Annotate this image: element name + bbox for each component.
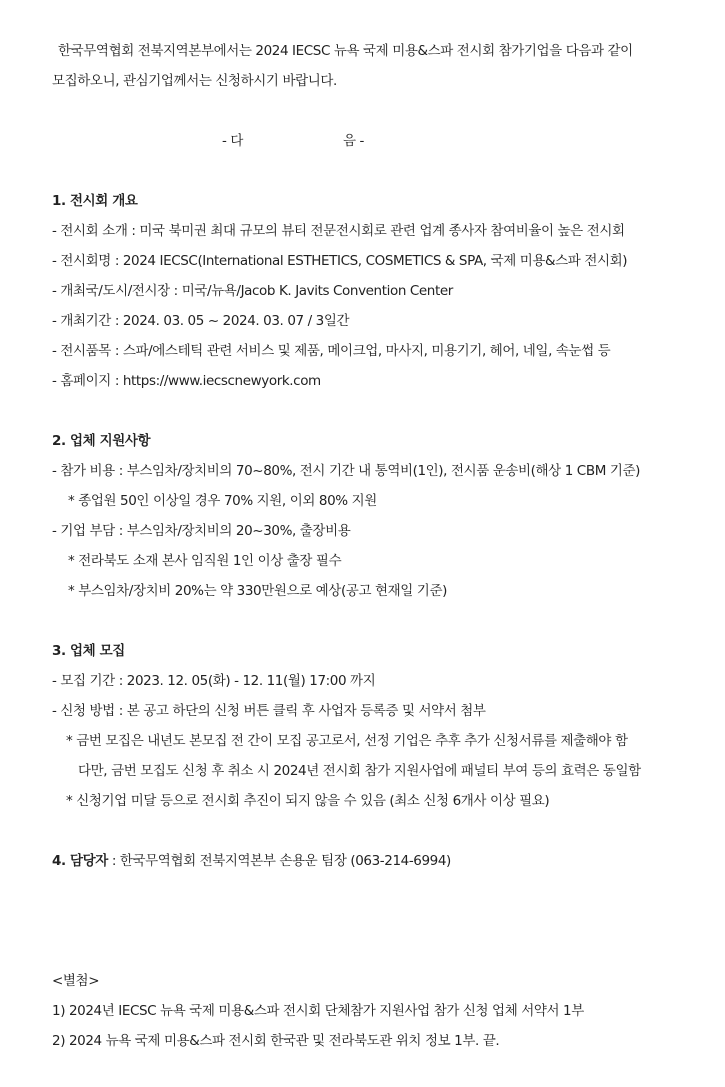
section-1-heading: 1. 전시회 개요 — [52, 193, 138, 209]
section-1-item-homepage: - 홈페이지 : https://www.iecscnewyork.com — [52, 373, 321, 389]
section-2-note-travel: * 전라북도 소재 본사 임직원 1인 이상 출장 필수 — [68, 553, 342, 569]
divider-left: - 다 — [222, 133, 244, 149]
section-1-item-intro: - 전시회 소개 : 미국 북미권 최대 규모의 뷰티 전문전시회로 관련 업계 종사자 참여비율이 높은 전시회 — [52, 223, 625, 239]
intro-line-1: 한국무역협회 전북지역본부에서는 2024 IECSC 뉴욕 국제 미용&스파 전시회 참가기업을 다음과 같이 — [58, 43, 633, 59]
section-1-item-venue: - 개최국/도시/전시장 : 미국/뉴욕/Jacob K. Javits Convention Center — [52, 283, 453, 299]
section-2-heading: 2. 업체 지원사항 — [52, 433, 151, 449]
section-3-note-interim: * 금번 모집은 내년도 본모집 전 간이 모집 공고로서, 선정 기업은 추후 추가 신청서류를 제출해야 함 — [66, 733, 628, 749]
section-1-item-products: - 전시품목 : 스파/에스테틱 관련 서비스 및 제품, 메이크업, 마사지, 미용기기, 헤어, 네일, 속눈썹 등 — [52, 343, 611, 359]
attachment-item-1: 1) 2024년 IECSC 뉴욕 국제 미용&스파 전시회 단체참가 지원사업 참가 신청 업체 서약서 1부 — [52, 1003, 584, 1019]
section-3-note-penalty: 다만, 금번 모집도 신청 후 취소 시 2024년 전시회 참가 지원사업에 패널티 부여 등의 효력은 동일함 — [78, 763, 641, 779]
section-2-note-employees: * 종업원 50인 이상일 경우 70% 지원, 이외 80% 지원 — [68, 493, 377, 509]
section-2-note-booth: * 부스임차/장치비 20%는 약 330만원으로 예상(공고 현재일 기준) — [68, 583, 447, 599]
section-3-item-period: - 모집 기간 : 2023. 12. 05(화) - 12. 11(월) 17:00 까지 — [52, 673, 376, 689]
section-3-item-method: - 신청 방법 : 본 공고 하단의 신청 버튼 클릭 후 사업자 등록증 및 서약서 첨부 — [52, 703, 486, 719]
section-3-heading: 3. 업체 모집 — [52, 643, 125, 659]
attachments-label: <별첨> — [52, 973, 100, 989]
section-1-item-name: - 전시회명 : 2024 IECSC(International ESTHETICS, COSMETICS & SPA, 국제 미용&스파 전시회) — [52, 253, 628, 269]
intro-line-2: 모집하오니, 관심기업께서는 신청하시기 바랍니다. — [52, 73, 337, 89]
section-1-item-period: - 개최기간 : 2024. 03. 05 ~ 2024. 03. 07 / 3일간 — [52, 313, 350, 329]
section-2-item-cost: - 참가 비용 : 부스임차/장치비의 70~80%, 전시 기간 내 통역비(1인), 전시품 운송비(해상 1 CBM 기준) — [52, 463, 640, 479]
section-4-contact — [52, 851, 451, 871]
section-3-note-minimum: * 신청기업 미달 등으로 전시회 추진이 되지 않을 수 있음 (최소 신청 6개사 이상 필요) — [66, 793, 550, 809]
section-4-heading: 4. 담당자 — [52, 853, 108, 869]
section-2-item-burden: - 기업 부담 : 부스임차/장치비의 20~30%, 출장비용 — [52, 523, 351, 539]
divider-right: 음 - — [343, 133, 365, 149]
attachment-item-2: 2) 2024 뉴욕 국제 미용&스파 전시회 한국관 및 전라북도관 위치 정보 1부. 끝. — [52, 1033, 500, 1049]
section-4-text: : 한국무역협회 전북지역본부 손용운 팀장 (063-214-6994) — [107, 853, 451, 869]
